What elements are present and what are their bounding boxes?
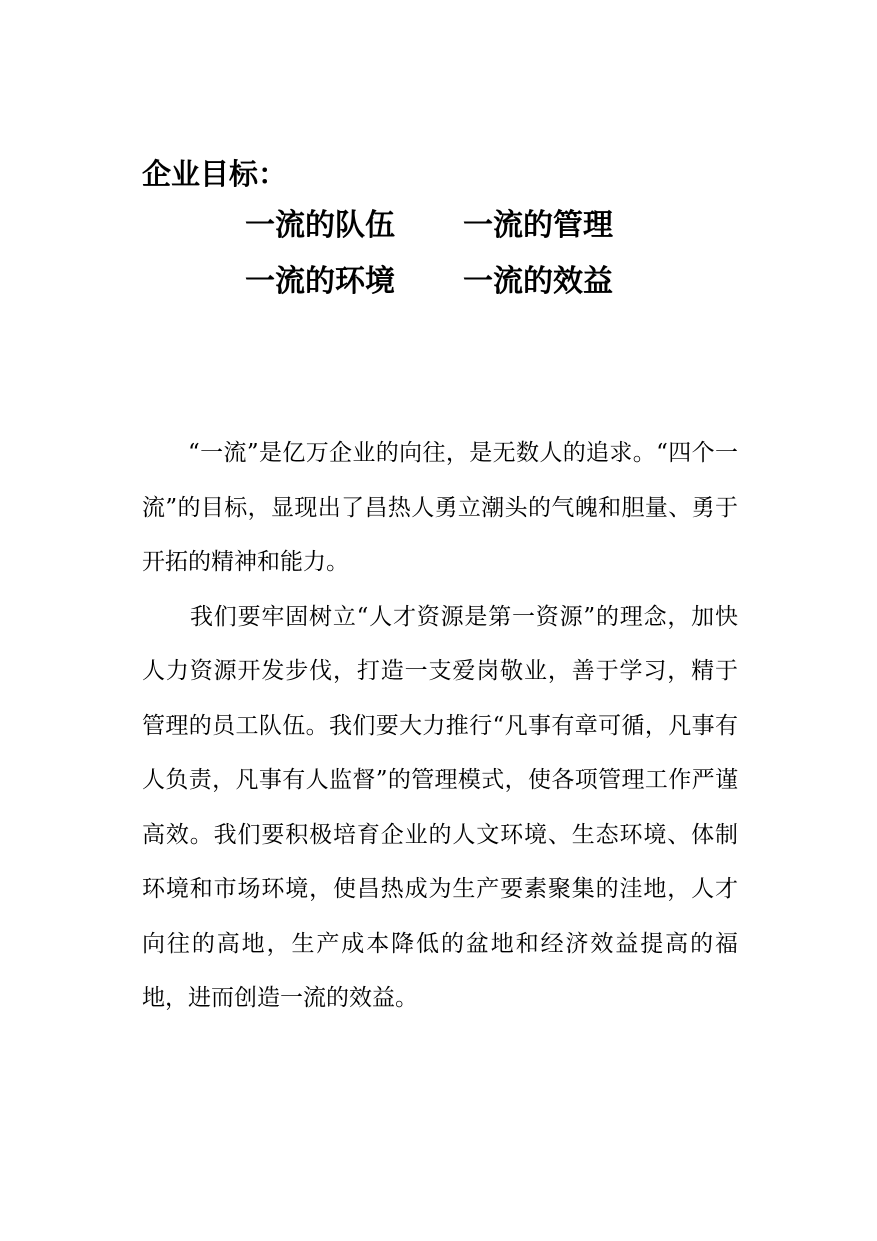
paragraph-intro: “一流”是亿万企业的向往，是无数人的追求。“四个一流”的目标，显现出了昌热人勇立潮头的气魄和胆量、勇于开拓的精神和能力。 <box>142 440 738 575</box>
section-heading: 企业目标： <box>142 157 288 191</box>
goal-management: 一流的管理 <box>463 208 613 243</box>
goal-benefit: 一流的效益 <box>463 264 613 299</box>
body-text <box>142 426 738 1026</box>
goal-environment: 一流的环境 <box>245 264 395 299</box>
paragraph-details: 我们要牢固树立“人才资源是第一资源”的理念，加快人力资源开发步伐，打造一支爱岗敬业，善于学习，精于管理的员工队伍。我们要大力推行“凡事有章可循，凡事有人负责，凡事有人监督”的管理模式，使各项管理工作严谨高效。我们要积极培育企业的人文环境、生态环境、体制环境和市场环境，使昌热成为生产要素聚集的洼地，人才向往的高地，生产成本降低的盆地和经济效益提高的福地，进而创造一流的效益。 <box>142 603 738 1011</box>
goal-team: 一流的队伍 <box>245 208 395 243</box>
